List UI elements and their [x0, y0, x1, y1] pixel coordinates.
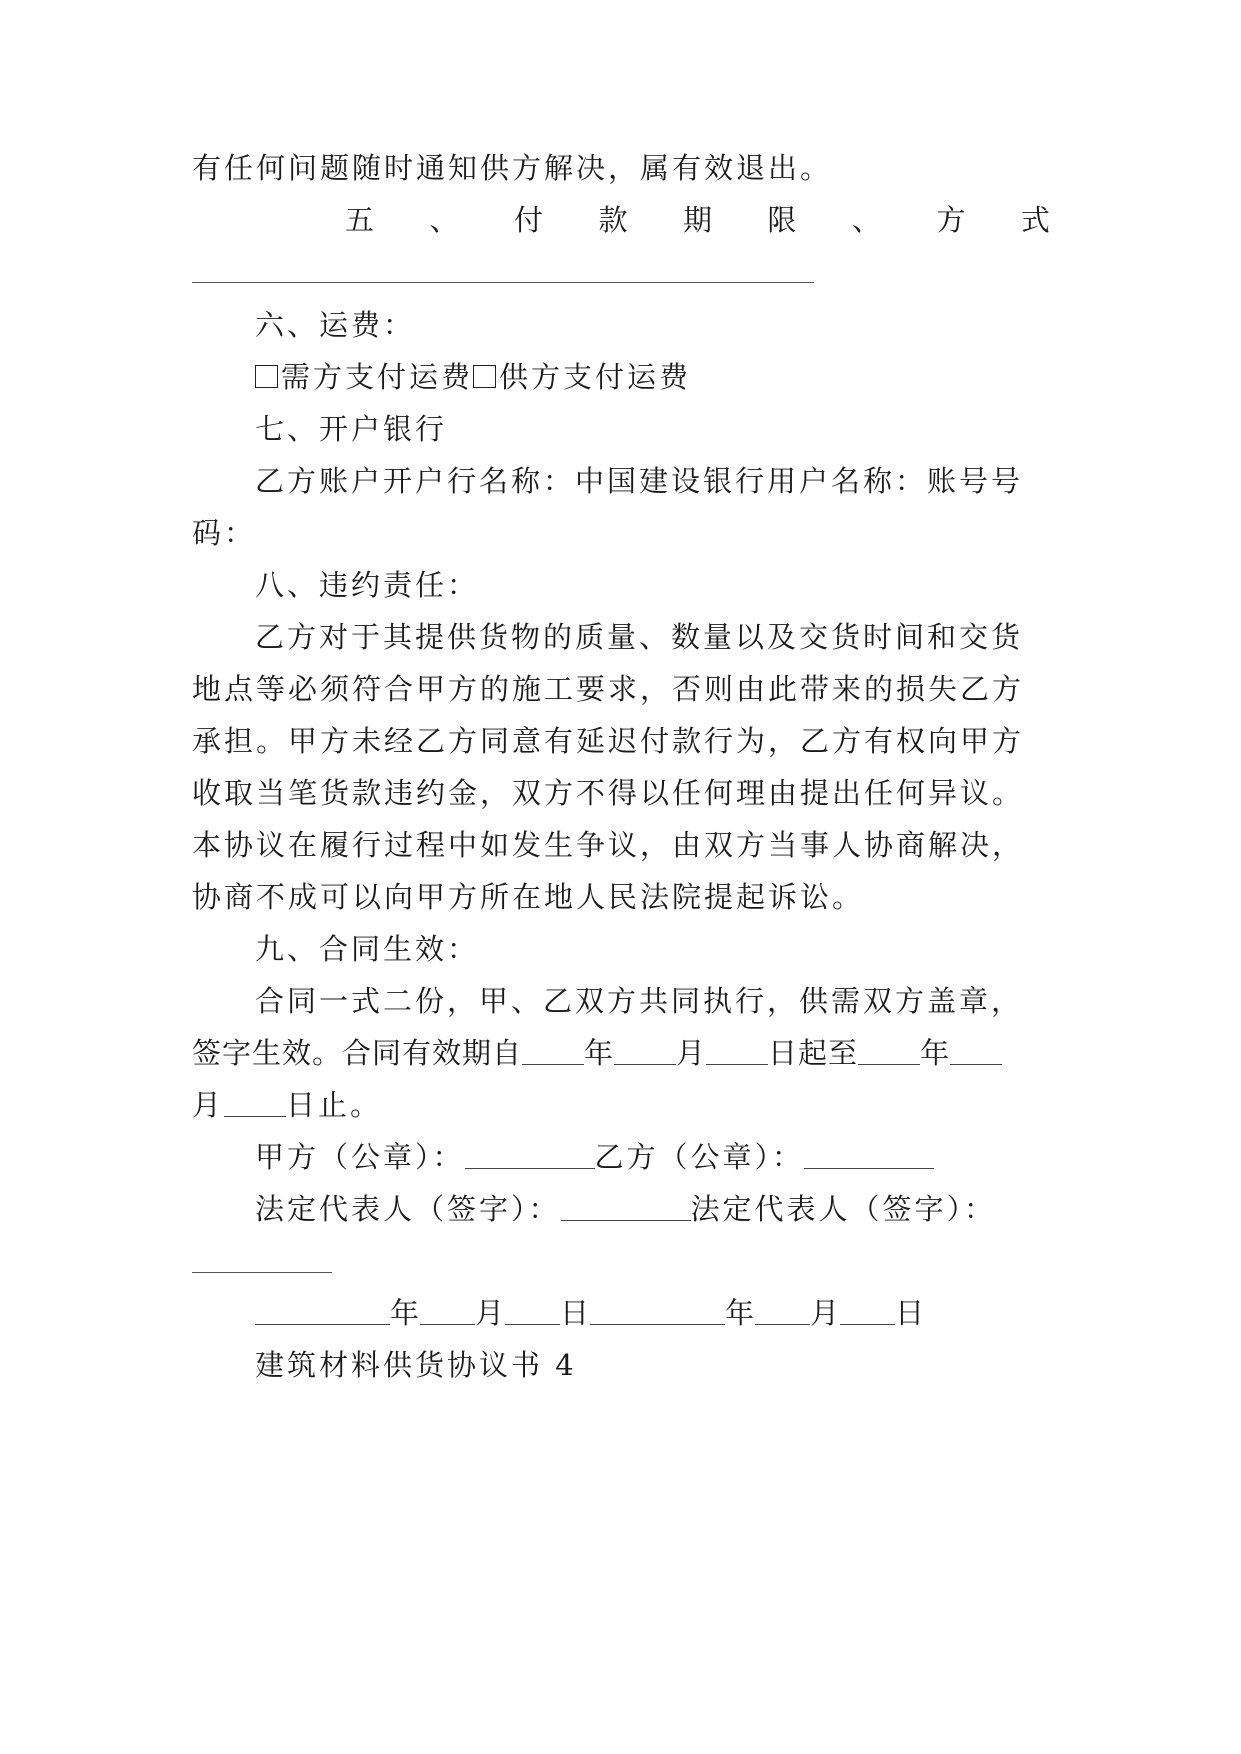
heading-bank: 七、开户银行: [255, 412, 448, 446]
paragraph-line: 地点等必须符合甲方的施工要求，否则由此带来的损失乙方: [192, 672, 1025, 706]
checkbox-supplier-pays[interactable]: [473, 365, 496, 388]
blank-field[interactable]: [505, 1298, 560, 1325]
paragraph-line: 收取当笔货款违约金，双方不得以任何理由提出任何异议。: [192, 776, 1025, 810]
blank-field[interactable]: [804, 1142, 934, 1169]
blank-field[interactable]: [420, 1298, 475, 1325]
blank-field[interactable]: [255, 1298, 390, 1325]
paragraph-line: 乙方账户开户行名称：中国建设银行用户名称：账号号: [255, 464, 1024, 498]
checkbox-buyer-pays[interactable]: [255, 365, 278, 388]
seal-line: 甲方（公章）： 乙方（公章）：: [255, 1137, 1052, 1177]
paragraph-line: 本协议在履行过程中如发生争议，由双方当事人协商解决，: [192, 828, 1025, 862]
paragraph-line: 有任何问题随时通知供方解决，属有效退出。: [192, 151, 833, 185]
fill-in-rule: [192, 282, 814, 283]
paragraph-line: 合同一式二份，甲、乙双方共同执行，供需双方盖章，: [255, 984, 1024, 1018]
fill-in-rule: [192, 1272, 332, 1273]
blank-field[interactable]: [561, 1194, 691, 1221]
validity-period-line: 签字生效。合同有效期自 年 月 日起至 年: [192, 1033, 1052, 1073]
paragraph-line: 码：: [192, 516, 257, 550]
heading-payment-terms: 五 、 付 款 期 限 、 方 式: [345, 203, 1050, 237]
blank-field[interactable]: [706, 1038, 768, 1065]
freight-options: 需方支付运费 供方支付运费: [255, 357, 1052, 397]
heading-freight: 六、运费：: [255, 308, 416, 342]
paragraph-line: 协商不成可以向甲方所在地人民法院提起诉讼。: [192, 880, 865, 914]
representative-line: 法定代表人（签字）： 法定代表人（签字）：: [255, 1192, 997, 1226]
blank-field[interactable]: [590, 1298, 725, 1325]
heading-effectiveness: 九、合同生效：: [255, 932, 480, 966]
blank-field[interactable]: [224, 1090, 286, 1117]
blank-field[interactable]: [840, 1298, 895, 1325]
blank-field[interactable]: [858, 1038, 920, 1065]
blank-field[interactable]: [755, 1298, 810, 1325]
heading-liability: 八、违约责任：: [255, 568, 480, 602]
paragraph-line: 承担。甲方未经乙方同意有延迟付款行为，乙方有权向甲方: [192, 724, 1025, 758]
footer-title: 建筑材料供货协议书 4: [255, 1348, 577, 1382]
paragraph-line: 乙方对于其提供货物的质量、数量以及交货时间和交货: [255, 620, 1024, 654]
validity-end-line: 月 日止。: [192, 1088, 383, 1122]
blank-field[interactable]: [950, 1038, 1002, 1065]
blank-field[interactable]: [465, 1142, 595, 1169]
blank-field[interactable]: [522, 1038, 584, 1065]
date-line: 年 月 日 年 月 日: [255, 1293, 1052, 1333]
blank-field[interactable]: [614, 1038, 676, 1065]
